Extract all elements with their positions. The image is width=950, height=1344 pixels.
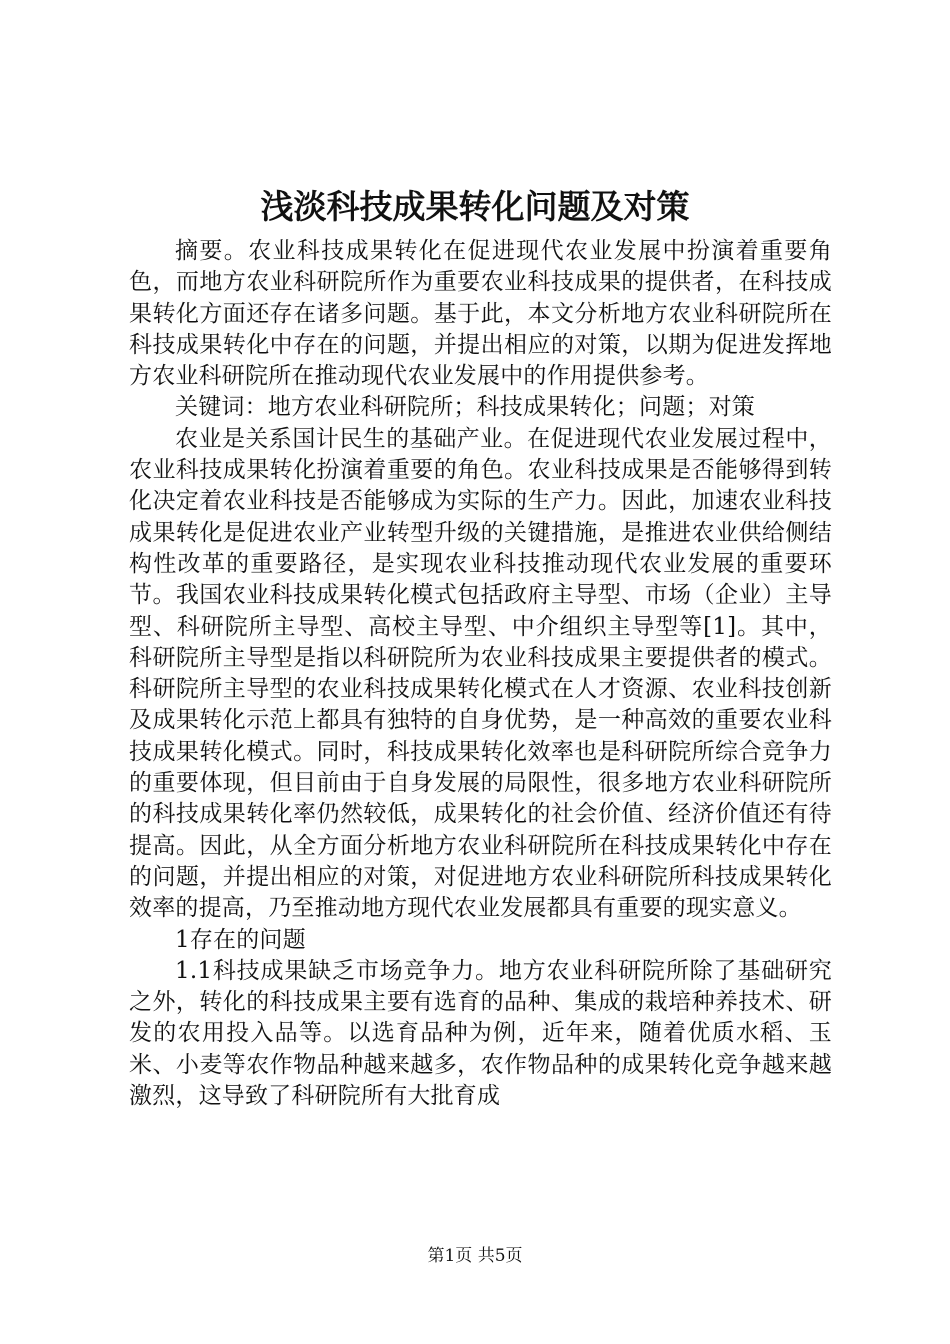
document-title: 浅淡科技成果转化问题及对策 bbox=[260, 187, 690, 226]
abstract-paragraph: 摘要。农业科技成果转化在促进现代农业发展中扮演着重要角色，而地方农业科研院所作为重要农业科技成果的提供者，在科技成果转化方面还存在诸多问题。基于此，本文分析地方农业科研院所在科技成果转化中存在的问题，并提出相应的对策，以期为促进发挥地方农业科研院所在推动现代农业发展中的作用提供参考。 bbox=[129, 238, 832, 390]
subsection-paragraph: 1.1科技成果缺乏市场竞争力。地方农业科研院所除了基础研究之外，转化的科技成果主要有选育的品种、集成的栽培种养技术、研发的农用投入品等。以选育品种为例，近年来，随着优质水稻、玉米、小麦等农作物品种越来越多，农作物品种的成果转化竞争越来越激烈，这导致了科研院所有大批育成 bbox=[129, 957, 832, 1110]
intro-paragraph: 农业是关系国计民生的基础产业。在促进现代农业发展过程中，农业科技成果转化扮演着重要的角色。农业科技成果是否能够得到转化决定着农业科技是否能够成为实际的生产力。因此，加速农业科技成果转化是促进农业产业转型升级的关键措施，是推进农业供给侧结构性改革的重要路径，是实现农业科技推动现代农业发展的重要环节。我国农业科技成果转化模式包括政府主导型、市场（企业）主导型、科研院所主导型、高校主导型、中介组织主导型等[1]。其中，科研院所主导型是指以科研院所为农业科技成果主要提供者的模式。科研院所主导型的农业科技成果转化模式在人才资源、农业科技创新及成果转化示范上都具有独特的自身优势，是一种高效的重要农业科技成果转化模式。同时，科技成果转化效率也是科研院所综合竞争力的重要体现，但目前由于自身发展的局限性，很多地方农业科研院所的科技成果转化率仍然较低，成果转化的社会价值、经济价值还有待提高。因此，从全方面分析地方农业科研院所在科技成果转化中存在的问题，并提出相应的对策，对促进地方农业科研院所科技成果转化效率的提高，乃至推动地方现代农业发展都具有重要的现实意义。 bbox=[129, 425, 832, 922]
document-body bbox=[129, 236, 832, 1112]
page-footer: 第1页 共5页 bbox=[427, 1246, 523, 1266]
section-heading: 1存在的问题 bbox=[175, 926, 306, 953]
keywords-paragraph: 关键词：地方农业科研院所；科技成果转化；问题；对策 bbox=[175, 394, 755, 421]
